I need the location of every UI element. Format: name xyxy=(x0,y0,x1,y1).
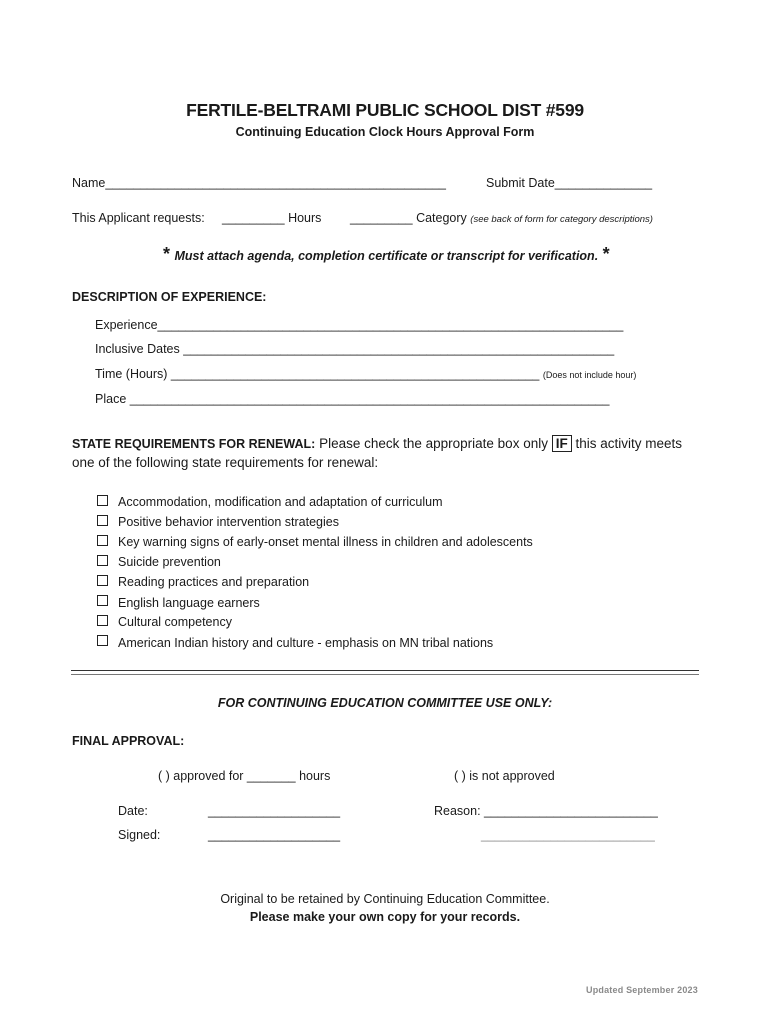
date-label: Date: xyxy=(118,804,148,818)
category-request-field[interactable] xyxy=(350,211,653,225)
checkbox[interactable] xyxy=(97,555,108,566)
checkbox[interactable] xyxy=(97,575,108,586)
page-title: FERTILE-BELTRAMI PUBLIC SCHOOL DIST #599 xyxy=(186,100,584,120)
inclusive-dates-field[interactable]: Inclusive Dates ______________________________________________________________ xyxy=(95,342,615,356)
updated-date: Updated September 2023 xyxy=(586,985,698,995)
requirement-option: Cultural competency xyxy=(118,615,232,629)
checkbox[interactable] xyxy=(97,635,108,646)
name-blank[interactable]: _________________________________________________ xyxy=(105,176,446,190)
section-divider xyxy=(71,674,699,675)
not-approved-option[interactable]: ( ) is not approved xyxy=(454,769,555,783)
hours-request-field[interactable] xyxy=(222,211,321,225)
instruction-text-c: one of the following state requirements for renewal: xyxy=(72,455,379,470)
requirement-option: English language earners xyxy=(118,596,260,610)
requirement-option: Suicide prevention xyxy=(118,555,221,569)
attachment-notice xyxy=(163,244,610,265)
requirement-option: Reading practices and preparation xyxy=(118,575,310,589)
requirement-option: American Indian history and culture - emphasis on MN tribal nations xyxy=(118,636,494,650)
checkbox[interactable] xyxy=(97,515,108,526)
checkbox[interactable] xyxy=(97,495,108,506)
approved-option[interactable]: ( ) approved for _______ hours xyxy=(158,769,331,783)
signed-label: Signed: xyxy=(118,828,161,842)
reason-field-continued[interactable]: _________________________ xyxy=(481,828,655,842)
time-hours-field[interactable] xyxy=(95,367,636,381)
committee-heading: FOR CONTINUING EDUCATION COMMITTEE USE ONLY: xyxy=(217,696,553,710)
checkbox[interactable] xyxy=(97,535,108,546)
state-requirements-instruction xyxy=(72,435,682,452)
experience-heading: DESCRIPTION OF EXPERIENCE: xyxy=(72,290,267,304)
reason-blank[interactable]: _________________________ xyxy=(484,804,658,818)
signed-field[interactable]: ___________________ xyxy=(208,828,341,842)
hours-blank[interactable]: _________ xyxy=(222,211,285,225)
requirement-option: Accommodation, modification and adaptation of curriculum xyxy=(118,495,443,509)
asterisk-icon: * xyxy=(163,244,171,264)
requirement-option: Key warning signs of early-onset mental illness in children and adolescents xyxy=(118,535,533,549)
name-label: Name xyxy=(72,176,106,190)
state-requirements-heading: STATE REQUIREMENTS FOR RENEWAL: xyxy=(72,437,316,451)
category-blank[interactable]: _________ xyxy=(350,211,413,225)
date-field[interactable]: ___________________ xyxy=(208,804,341,818)
asterisk-icon: * xyxy=(602,244,610,264)
requests-label: This Applicant requests: xyxy=(72,211,205,225)
place-field[interactable]: Place _____________________________________________________________________ xyxy=(95,392,610,406)
submit-date-field[interactable] xyxy=(486,176,652,190)
time-hours-line[interactable]: Time (Hours) _____________________________________________________ xyxy=(95,367,540,381)
submit-date-label: Submit Date xyxy=(486,176,555,190)
form-subtitle: Continuing Education Clock Hours Approval Form xyxy=(235,125,535,139)
if-emphasis: IF xyxy=(552,435,572,452)
attachment-notice-text: Must attach agenda, completion certificate or transcript for verification. xyxy=(174,249,599,263)
name-field[interactable] xyxy=(72,176,446,190)
checkbox[interactable] xyxy=(97,615,108,626)
copy-note: Please make your own copy for your records. xyxy=(249,910,521,924)
checkbox[interactable] xyxy=(97,595,108,606)
time-hours-note: (Does not include hour) xyxy=(542,370,637,380)
category-label: Category xyxy=(416,211,467,225)
instruction-text-a: Please check the appropriate box only xyxy=(319,436,548,451)
experience-field[interactable]: Experience___________________________________________________________________ xyxy=(95,318,624,332)
instruction-text-b: this activity meets xyxy=(575,436,683,451)
submit-date-blank[interactable]: ______________ xyxy=(554,176,653,190)
category-note: (see back of form for category descriptions) xyxy=(470,214,653,225)
final-approval-heading: FINAL APPROVAL: xyxy=(72,734,185,748)
requirement-option: Positive behavior intervention strategies xyxy=(118,515,339,529)
section-divider xyxy=(71,670,699,671)
reason-label: Reason: xyxy=(434,804,481,818)
hours-label: Hours xyxy=(288,211,322,225)
reason-field[interactable] xyxy=(434,804,658,818)
retain-note: Original to be retained by Continuing Education Committee. xyxy=(220,892,550,906)
